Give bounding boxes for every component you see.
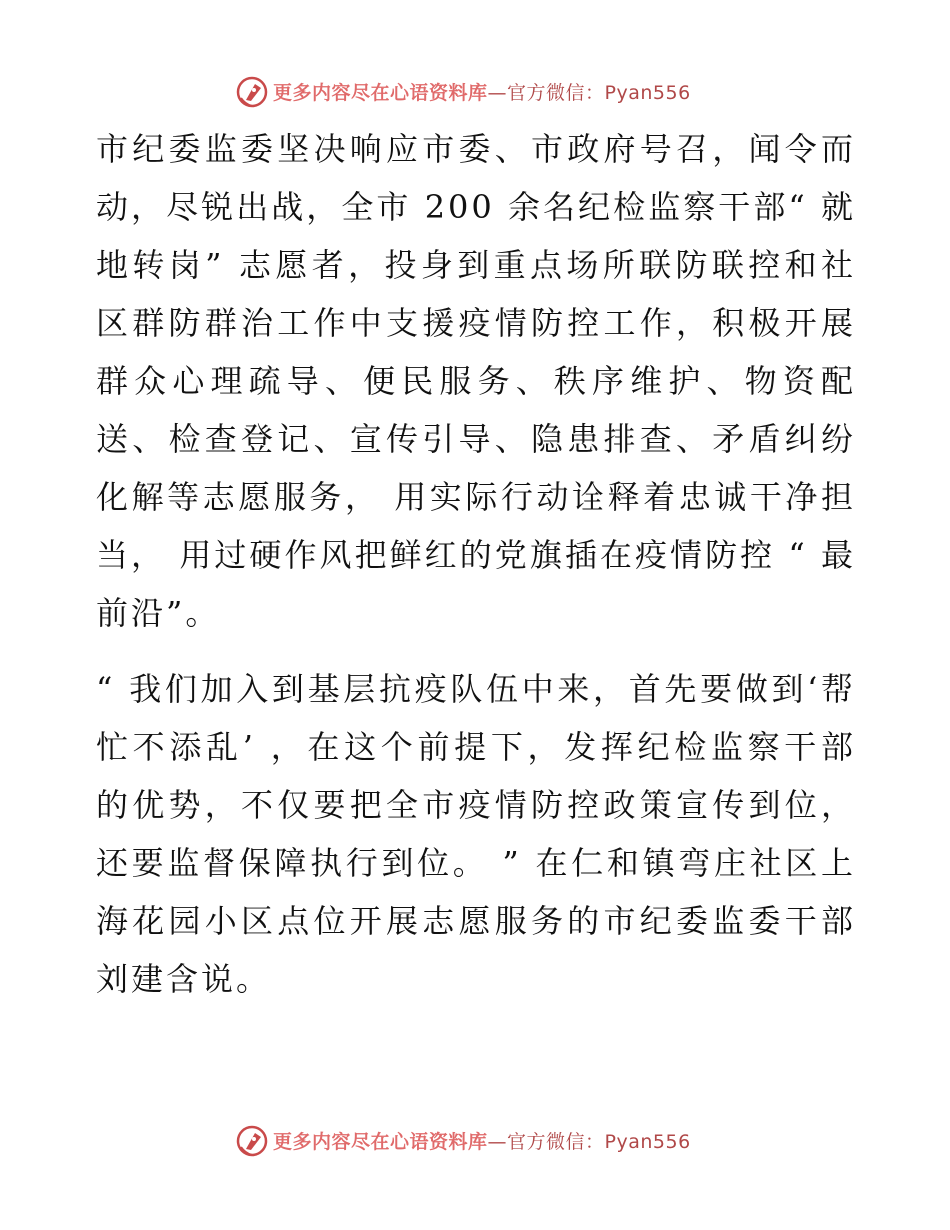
header-watermark bbox=[0, 71, 950, 111]
paragraph-1: 市纪委监委坚决响应市委、市政府号召，闻令而动，尽锐出战，全市 200 余名纪检监察干部“ 就地转岗” 志愿者，投身到重点场所联防联控和社区群防群治工作中支援疫情防控工作，积极开展群众心理疏导、便民服务、秩序维护、物资配送、检查登记、宣传引导、隐患排查、矛盾纠纷化解等志愿服务， 用实际行动诠释着忠诚干净担当， 用过硬作风把鲜红的党旗插在疫情防控 “ 最前沿”。 bbox=[96, 130, 856, 632]
paragraph-2: “ 我们加入到基层抗疫队伍中来，首先要做到‘帮忙不添乱’ ，在这个前提下，发挥纪检监察干部的优势，不仅要把全市疫情防控政策宣传到位，还要监督保障执行到位。 ” 在仁和镇弯庄社区上海花园小区点位开展志愿服务的市纪委监委干部刘建含说。 bbox=[96, 670, 856, 998]
watermark-wechat-text: —官方微信：Pyan556 bbox=[487, 1130, 691, 1153]
header-watermark-content bbox=[235, 71, 691, 111]
watermark-wechat-text: —官方微信：Pyan556 bbox=[487, 81, 691, 104]
document-body bbox=[96, 120, 856, 1008]
footer-watermark-content bbox=[235, 1120, 691, 1160]
pen-tip-logo-icon bbox=[235, 1123, 269, 1157]
footer-watermark bbox=[0, 1120, 950, 1160]
watermark-site-text: 更多内容尽在心语资料库 bbox=[273, 81, 488, 104]
pen-tip-logo-icon bbox=[235, 74, 269, 108]
watermark-site-text: 更多内容尽在心语资料库 bbox=[273, 1130, 488, 1153]
watermark-text bbox=[273, 78, 691, 105]
watermark-text bbox=[273, 1127, 691, 1154]
